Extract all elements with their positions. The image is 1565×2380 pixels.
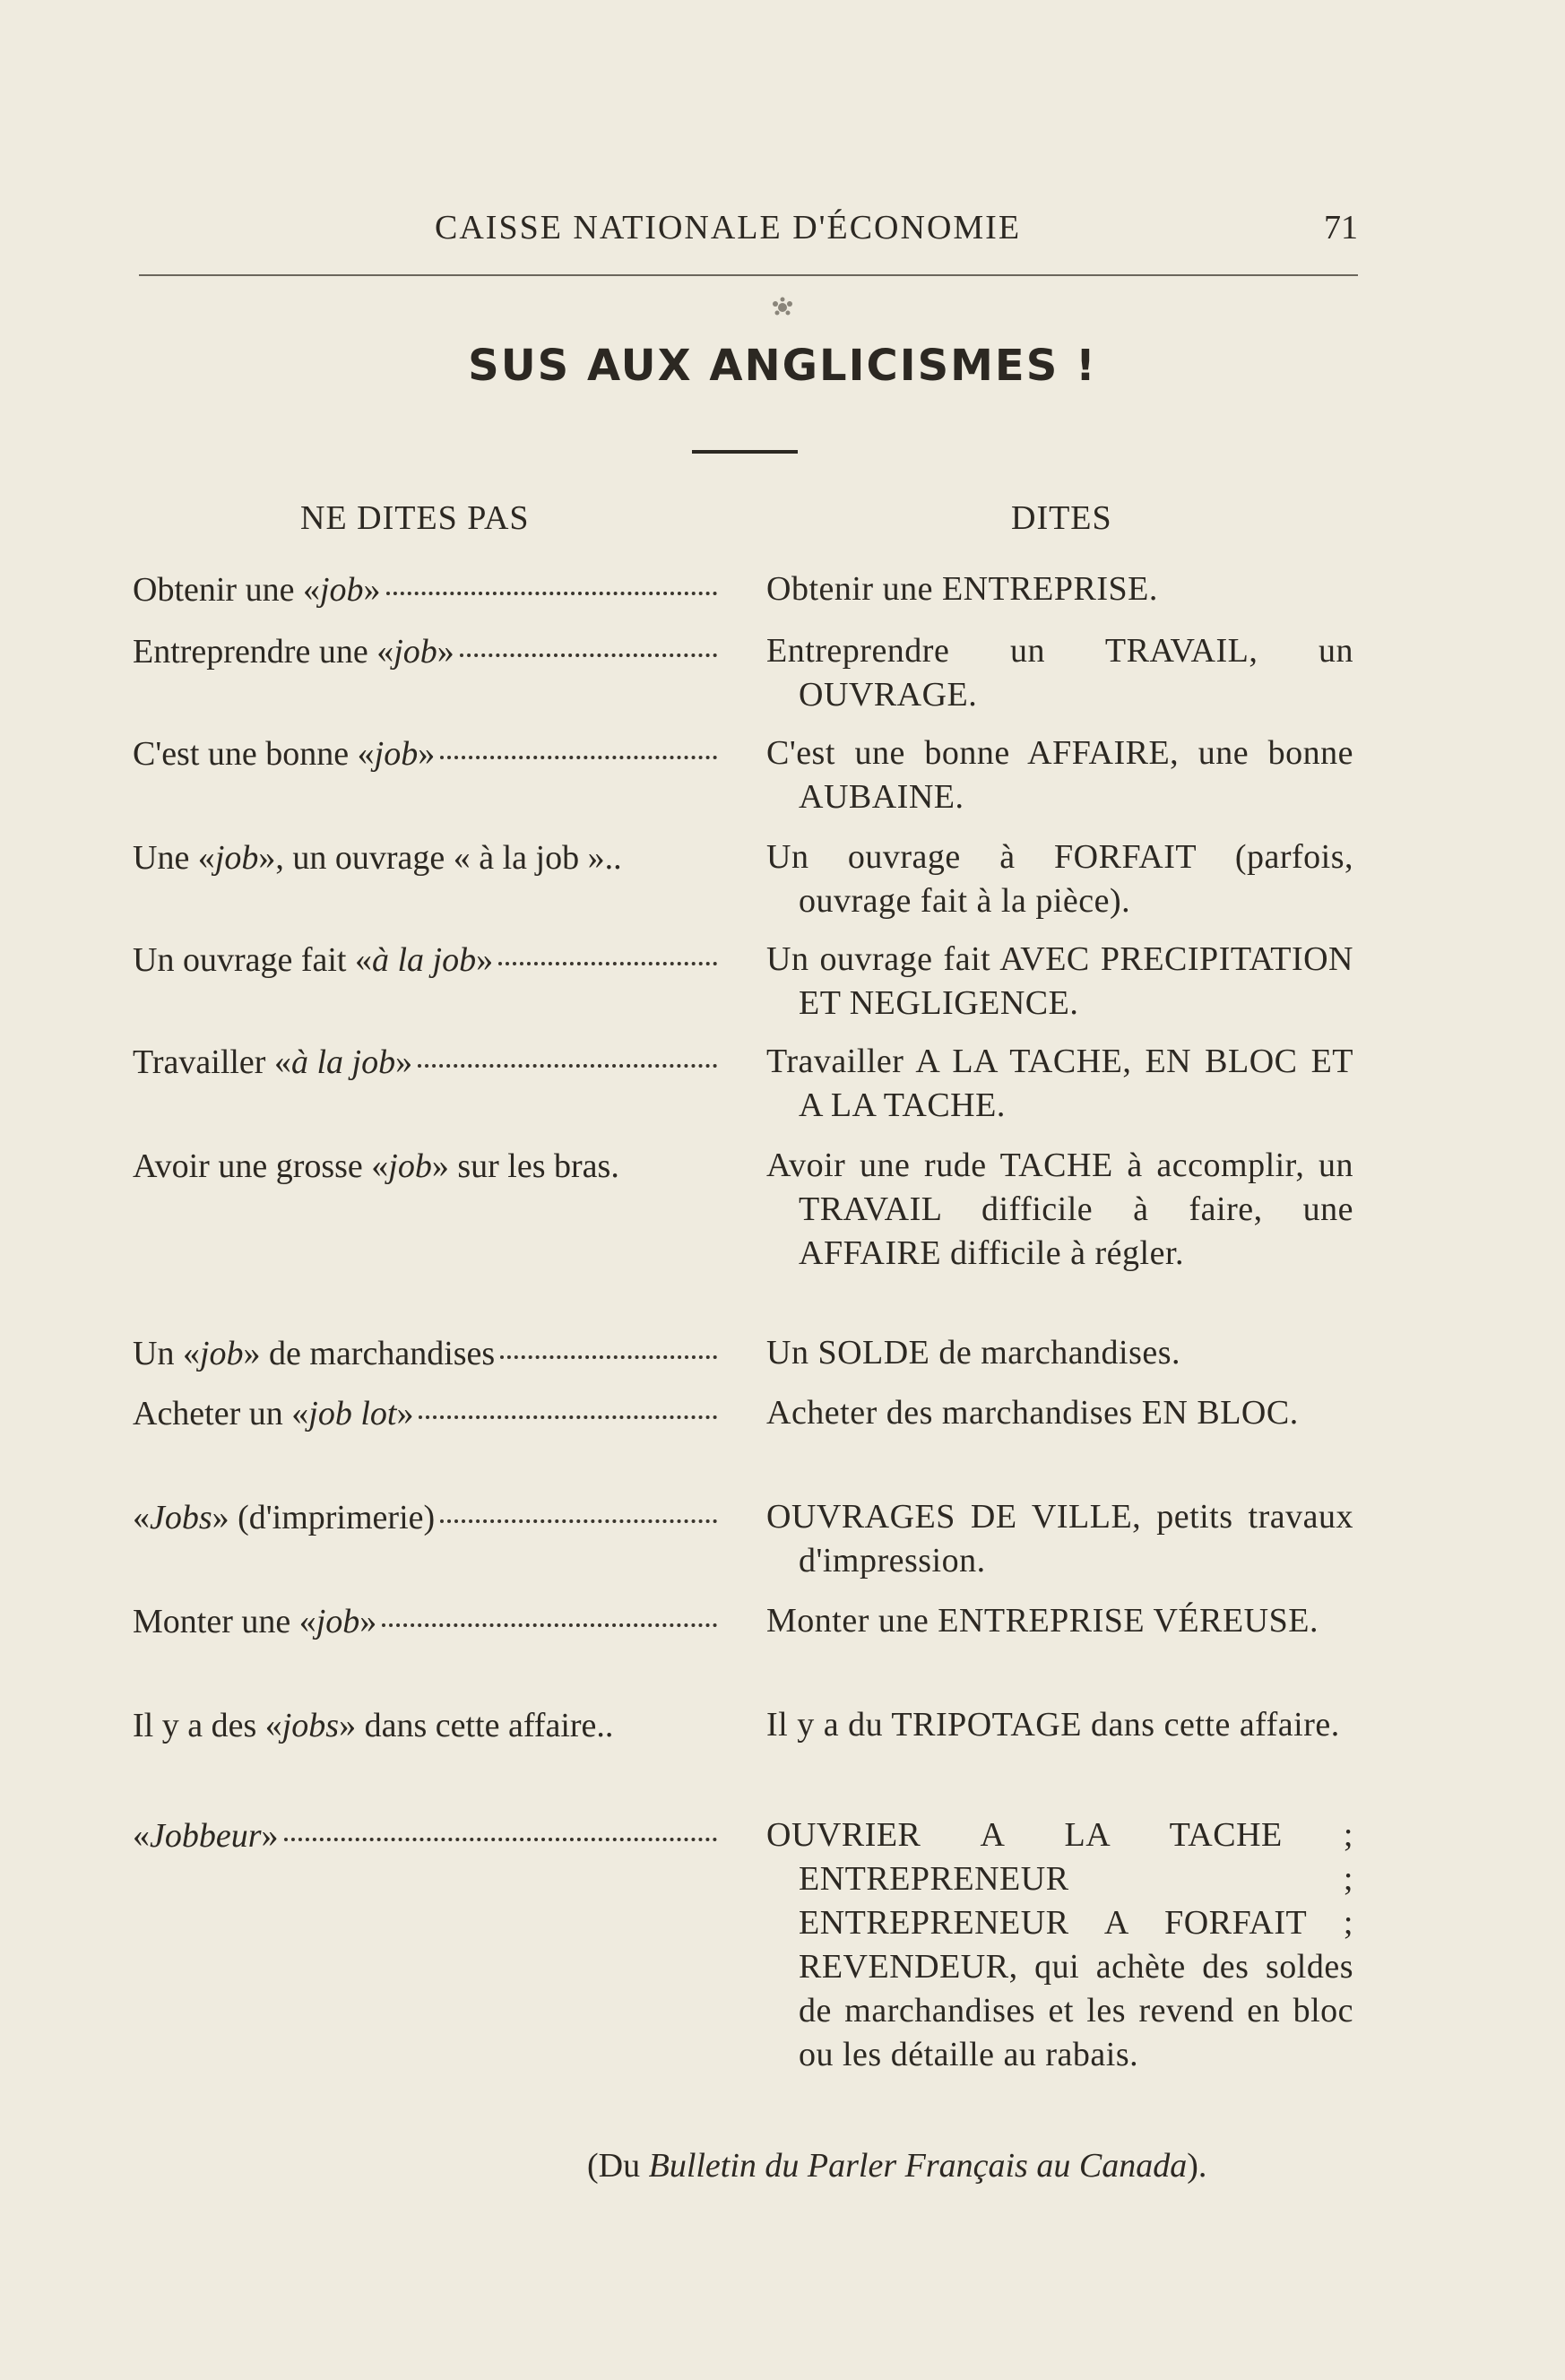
ne-prefix: Avoir une grosse « [133,1147,389,1185]
ne-prefix: Il y a des « [133,1707,282,1744]
ne-suffix: » de marchandises [243,1335,496,1372]
dot-leader [440,756,717,759]
ne-dites-pas-cell [133,731,717,776]
column-heading-dites: DITES [1011,499,1112,537]
dot-leader [498,962,717,965]
article-title: SUS AUX ANGLICISMES ! [468,341,1097,391]
anglicism-term: job [214,839,259,877]
ne-suffix: » [363,571,381,609]
dot-leader [284,1838,717,1841]
dites-cell: Monter une ENTREPRISE VÉREUSE. [766,1602,1319,1640]
ne-dites-pas-cell [133,1391,717,1436]
dites-cell: OUVRAGES DE VILLE, petits travaux d'impression. [766,1498,1353,1579]
anglicism-term: Jobs [150,1499,212,1536]
anglicism-term: Jobbeur [150,1817,262,1855]
dites-cell: OUVRIER A LA TACHE ; ENTREPRENEUR ; ENTREPRENEUR A FORFAIT ; REVENDEUR, qui achète des soldes de marchandises et les revend en bloc ou les détaille au rabais. [766,1816,1353,2073]
ne-dites-pas-cell [133,1144,717,1189]
dot-leader [382,1623,717,1627]
anglicism-term: job [199,1335,244,1372]
anglicism-term: job [388,1147,432,1185]
dot-leader [500,1355,717,1359]
ne-prefix: C'est une bonne « [133,735,375,773]
source-citation [587,2146,1206,2185]
ne-dites-pas-cell [133,567,717,612]
ne-suffix: » [395,1043,413,1081]
ne-prefix: Entreprendre une « [133,633,394,671]
anglicism-term: à la job [290,1043,396,1081]
publication-title: Bulletin du Parler Français au Canada [648,2147,1188,2185]
ne-dites-pas-cell [133,1813,717,1858]
dites-cell: Obtenir une ENTREPRISE. [766,570,1158,608]
dot-leader [418,1064,717,1068]
running-title: CAISSE NATIONALE D'ÉCONOMIE [435,209,1022,247]
anglicism-term: à la job [371,941,477,979]
citation-open: (Du [587,2147,641,2185]
dot-leader [460,653,717,657]
ne-prefix: Un ouvrage fait « [133,941,372,979]
dites-cell: Il y a du TRIPOTAGE dans cette affaire. [766,1706,1340,1744]
ne-dites-pas-cell [133,938,717,982]
ne-prefix: « [133,1499,150,1536]
dites-cell: Entreprendre un TRAVAIL, un OUVRAGE. [766,632,1353,714]
ne-prefix: Travailler « [133,1043,291,1081]
dites-cell: Un ouvrage fait AVEC PRECIPITATION ET NEGLIGENCE. [766,940,1353,1022]
ne-suffix: » dans cette affaire.. [339,1707,614,1744]
dites-cell: Avoir une rude TACHE à accomplir, un TRAVAIL difficile à faire, une AFFAIRE difficile à régler. [766,1147,1353,1272]
ne-dites-pas-cell [133,835,717,880]
ne-suffix: » [396,1395,414,1432]
dites-cell: Travailler A LA TACHE, EN BLOC ET A LA TACHE. [766,1043,1353,1124]
ne-suffix: » [476,941,494,979]
ne-dites-pas-cell [133,629,717,674]
ne-dites-pas-cell [133,1599,717,1644]
page-number: 71 [1324,209,1358,247]
anglicism-term: job [319,571,364,609]
dot-leader [386,592,717,595]
ne-prefix: Un « [133,1335,200,1372]
ne-prefix: Monter une « [133,1603,316,1640]
dites-cell: C'est une bonne AFFAIRE, une bonne AUBAINE. [766,734,1353,816]
ne-suffix: » [418,735,436,773]
ne-prefix: Acheter un « [133,1395,309,1432]
anglicism-term: job [374,735,419,773]
anglicism-term: job [393,633,437,671]
ne-dites-pas-cell [133,1495,717,1540]
dites-cell: Acheter des marchandises EN BLOC. [766,1394,1299,1432]
ne-suffix: » [437,633,454,671]
dites-cell: Un ouvrage à FORFAIT (parfois, ouvrage fait à la pièce). [766,838,1353,920]
ne-dites-pas-cell [133,1703,717,1748]
dot-leader [419,1415,717,1419]
ne-suffix: » (d'imprimerie) [212,1499,436,1536]
ne-dites-pas-cell [133,1331,717,1376]
ne-prefix: « [133,1817,150,1855]
ne-prefix: Obtenir une « [133,571,320,609]
ne-suffix: » [261,1817,279,1855]
anglicism-term: job [316,1603,360,1640]
ne-suffix: », un ouvrage « à la job ».. [258,839,622,877]
dites-cell: Un SOLDE de marchandises. [766,1334,1181,1372]
ne-dites-pas-cell [133,1040,717,1085]
ne-prefix: Une « [133,839,215,877]
anglicism-term: job lot [308,1395,397,1432]
anglicism-term: jobs [281,1707,340,1744]
column-heading-ne-dites-pas: NE DITES PAS [300,499,530,537]
ne-suffix: » [359,1603,377,1640]
citation-close: ). [1187,2147,1207,2185]
ne-suffix: » sur les bras. [431,1147,619,1185]
dot-leader [440,1519,717,1523]
